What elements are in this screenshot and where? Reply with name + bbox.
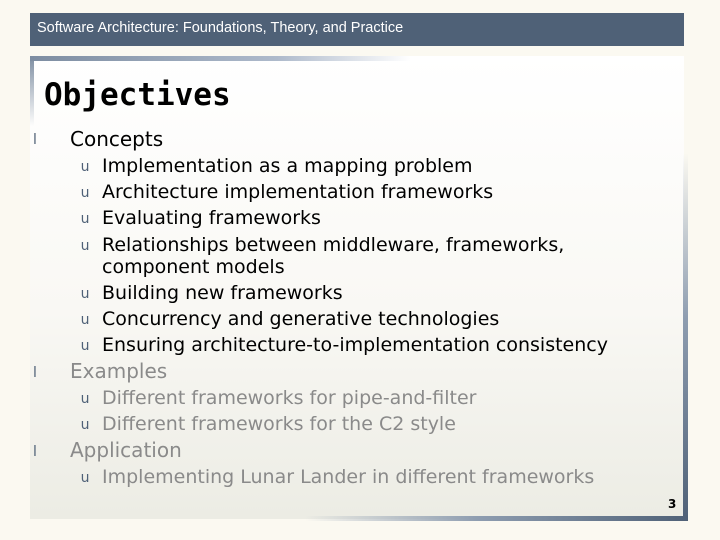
- sub-bullet-item: Building new frameworks: [102, 282, 343, 304]
- sub-bullet-item: Implementation as a mapping problem: [102, 155, 473, 177]
- sub-bullet-item: Architecture implementation frameworks: [102, 181, 494, 203]
- bullet-label: Concepts: [70, 127, 164, 151]
- header-title: Software Architecture: Foundations, Theory, and Practice: [37, 20, 404, 36]
- sub-bullet-marker-icon: u: [80, 391, 90, 407]
- sub-bullet-marker-icon: u: [80, 417, 90, 433]
- sub-bullet-item: Concurrency and generative technologies: [102, 308, 500, 330]
- slide-title: Objectives: [44, 77, 231, 113]
- sub-bullet-item: Different frameworks for the C2 style: [102, 413, 456, 435]
- bullet-marker-icon: l: [33, 132, 37, 148]
- bullet-marker-icon: l: [33, 444, 37, 460]
- sub-bullet-marker-icon: u: [80, 338, 90, 354]
- page-number: 3: [668, 497, 677, 511]
- sub-bullet-marker-icon: u: [80, 211, 90, 227]
- sub-bullet-marker-icon: u: [80, 470, 90, 486]
- sub-bullet-item: Ensuring architecture-to-implementation consistency: [102, 334, 608, 356]
- sub-bullet-marker-icon: u: [80, 312, 90, 328]
- sub-bullet-marker-icon: u: [80, 238, 90, 254]
- sub-bullet-item: Implementing Lunar Lander in different frameworks: [102, 466, 595, 488]
- sub-bullet-item-line: component models: [102, 256, 285, 278]
- sub-bullet-marker-icon: u: [80, 159, 90, 175]
- sub-bullet-item: [102, 234, 564, 278]
- sub-bullet-marker-icon: u: [80, 286, 90, 302]
- sub-bullet-item: Evaluating frameworks: [102, 207, 321, 229]
- sub-bullet-item-line: Relationships between middleware, frameworks,: [102, 234, 565, 256]
- sub-bullet-marker-icon: u: [80, 185, 90, 201]
- bullet-examples: Examples: [70, 359, 168, 383]
- bullet-marker-icon: l: [33, 365, 37, 381]
- bullet-application: Application: [70, 438, 182, 462]
- bullet-concepts: [70, 127, 163, 151]
- sub-bullet-item: Different frameworks for pipe-and-filter: [102, 387, 477, 409]
